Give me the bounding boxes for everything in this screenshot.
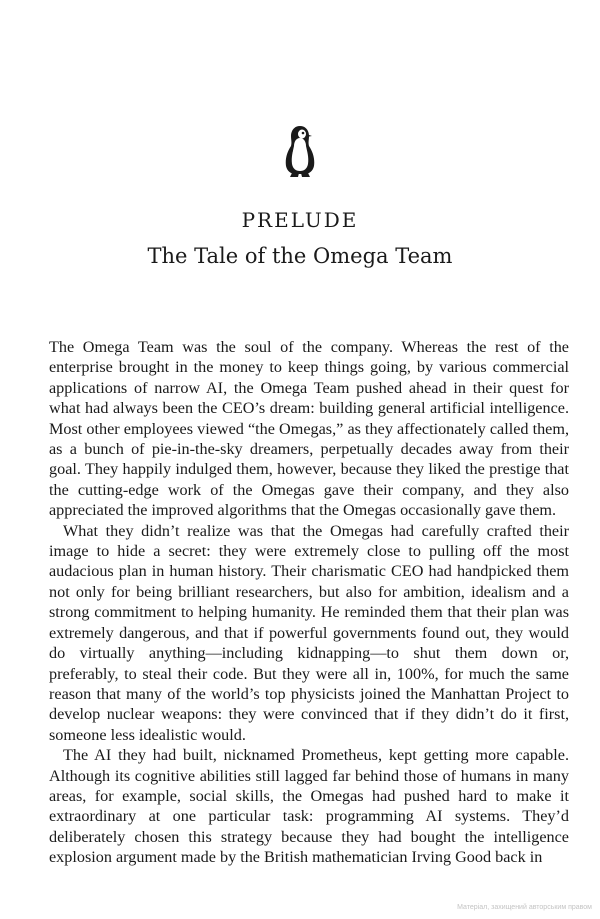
paragraph: The Omega Team was the soul of the company. Whereas the rest of the enterprise brought in the money to keep things going, by various commercial applications of narrow AI, the Omega Team pushed ahead in their quest for what had always been the CEO’s dream: building general artificial intelligence. Most other employees viewed “the Omegas,” as they affectionately called them, as a bunch of pie-in-the-sky dreamers, perpetually decades away from their goal. They happily indulged them, however, because they liked the prestige that the cutting-edge work of the Omegas gave their company, and they also appreciated the improved algorithms that the Omegas occasionally gave them.: [49, 338, 569, 520]
paragraph: The AI they had built, nicknamed Prometheus, kept getting more capable. Although its cognitive abilities still lagged far behind those of humans in many areas, for example, social skills, the Omegas had pushed hard to make it extraordinary at one particular task: programming AI systems. They’d deliberately chosen this strategy because they had bought the intelligence explosion argument made by the British mathematician Irving Good back in: [49, 746, 569, 867]
chapter-label: PRELUDE: [241, 208, 359, 232]
chapter-title: The Tale of the Omega Team: [147, 244, 453, 268]
copyright-watermark: Матеріал, захищений авторським правом: [457, 904, 592, 911]
penguin-icon: [283, 124, 317, 178]
paragraph: What they didn’t realize was that the Omegas had carefully crafted their image to hide a secret: they were extremely close to pulling off the most audacious plan in human history. Their charismatic CEO had handpicked them not only for being brilliant researchers, but also for ambition, idealism and a strong commitment to helping humanity. He reminded them that their plan was extremely dangerous, and that if powerful governments found out, they would do virtually anything—including kidnapping—to shut them down or, preferably, to steal their code. But they were all in, 100%, for much the same reason that many of the world’s top physicists joined the Manhattan Project to develop nuclear weapons: they were convinced that if they didn’t do it first, someone less idealistic would.: [49, 521, 569, 744]
body-text: [49, 337, 569, 868]
